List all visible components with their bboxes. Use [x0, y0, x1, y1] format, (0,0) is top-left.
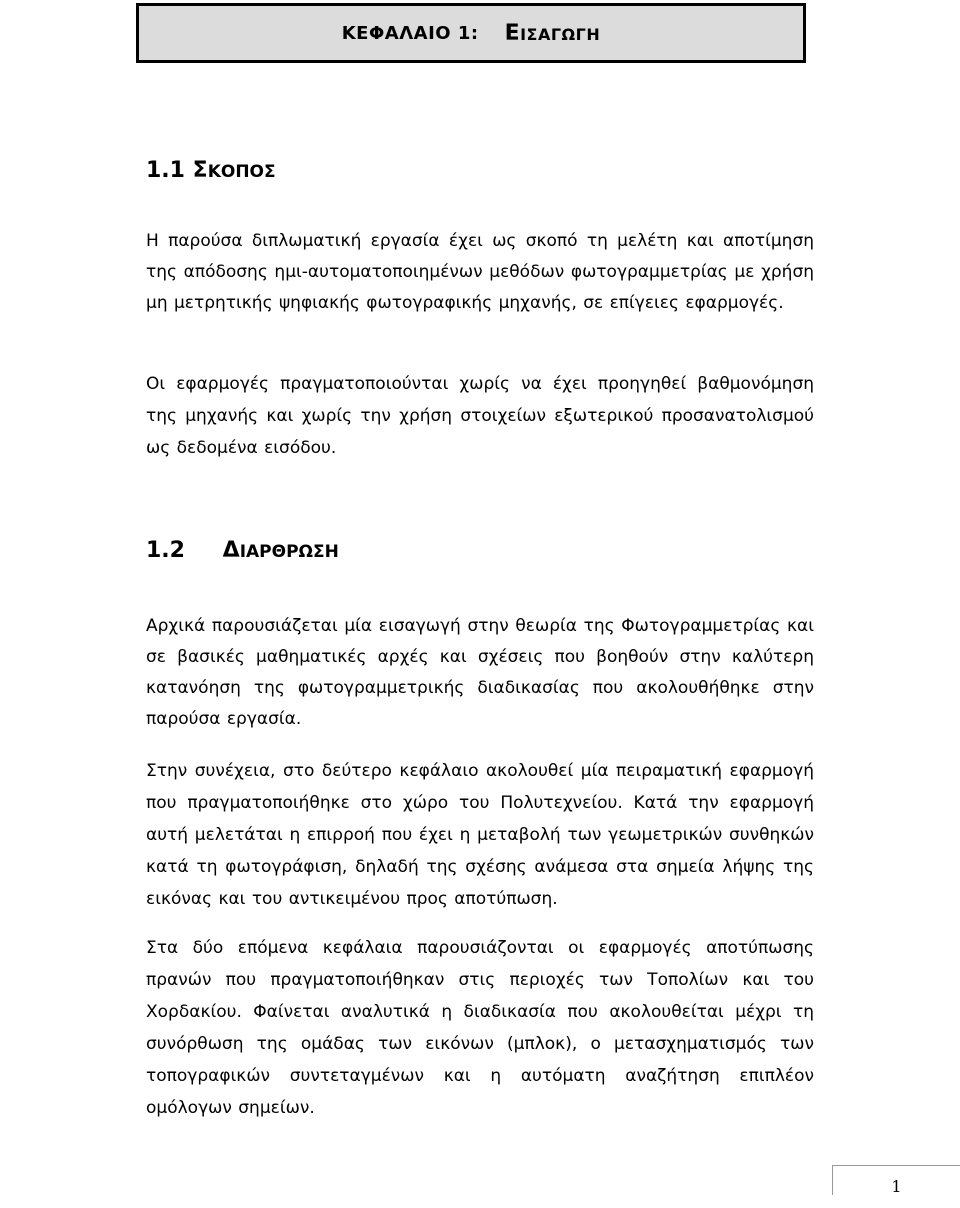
page-number: 1 — [832, 1165, 960, 1195]
chapter-title-box — [136, 3, 806, 63]
section-title — [223, 538, 339, 563]
paragraph: Οι εφαρμογές πραγματοποιούνται χωρίς να έχει προηγηθεί βαθμονόμηση της μηχανής και χωρίς την χρήση στοιχείων εξωτερικού προσανατολισμού ως δεδομένα εισόδου. — [146, 374, 814, 458]
paragraph: Στα δύο επόμενα κεφάλαια παρουσιάζονται οι εφαρμογές αποτύπωσης πρανών που πραγματοποιήθηκαν στις περιοχές των Τοπολίων και του Χορδακίου. Φαίνεται αναλυτικά η διαδικασία που ακολουθείται μέχρι τη συνόρθωση της ομάδας των εικόνων (μπλοκ), ο μετασχηματισμός των τοπογραφικών συντεταγμένων και η αυτόματη αναζήτηση επιπλέον ομόλογων σημείων. — [146, 938, 814, 1118]
paragraph: Στην συνέχεια, στο δεύτερο κεφάλαιο ακολουθεί μία πειραματική εφαρμογή που πραγματοποιήθηκε στο χώρο του Πολυτεχνείου. Κατά την εφαρμογή αυτή μελετάται η επιρροή που έχει η μεταβολή των γεωμετρικών συνθηκών κατά τη φωτογράφιση, δηλαδή της σχέσης ανάμεσα στα σημεία λήψης της εικόνας και του αντικειμένου προς αποτύπωση. — [146, 761, 814, 909]
section-title — [193, 158, 276, 183]
chapter-title-initial: Ε — [504, 20, 521, 46]
chapter-number: ΚΕΦΑΛΑΙΟ 1: — [341, 22, 479, 44]
section-number: 1.1 — [146, 158, 185, 183]
chapter-title — [505, 21, 601, 46]
paragraph: Η παρούσα διπλωματική εργασία έχει ως σκοπό τη μελέτη και αποτίμηση της απόδοσης ημι-αυτοματοποιημένων μεθόδων φωτογραμμετρίας με χρήση μη μετρητικής ψηφιακής φωτογραφικής μηχανής, σε επίγειες εφαρμογές. — [146, 231, 814, 313]
section-heading-1-1 — [146, 157, 276, 186]
section-title-rest: ΙΑΡΘΡΩΣΗ — [239, 542, 339, 562]
section-title-initial: Δ — [222, 538, 240, 563]
paragraph: Αρχικά παρουσιάζεται μία εισαγωγή στην θεωρία της Φωτογραμμετρίας και σε βασικές μαθηματικές αρχές και σχέσεις που βοηθούν στην καλύτερη κατανόηση της φωτογραμμετρικής διαδικασίας που ακολουθήθηκε στην παρούσα εργασία. — [146, 616, 814, 729]
section-title-initial: Σ — [192, 158, 208, 183]
section-title-rest: ΚΟΠΟΣ — [207, 162, 276, 182]
section-number: 1.2 — [146, 538, 185, 563]
chapter-title-rest: ΙΣΑΓΩΓΗ — [520, 24, 601, 44]
section-heading-1-2 — [146, 537, 339, 566]
